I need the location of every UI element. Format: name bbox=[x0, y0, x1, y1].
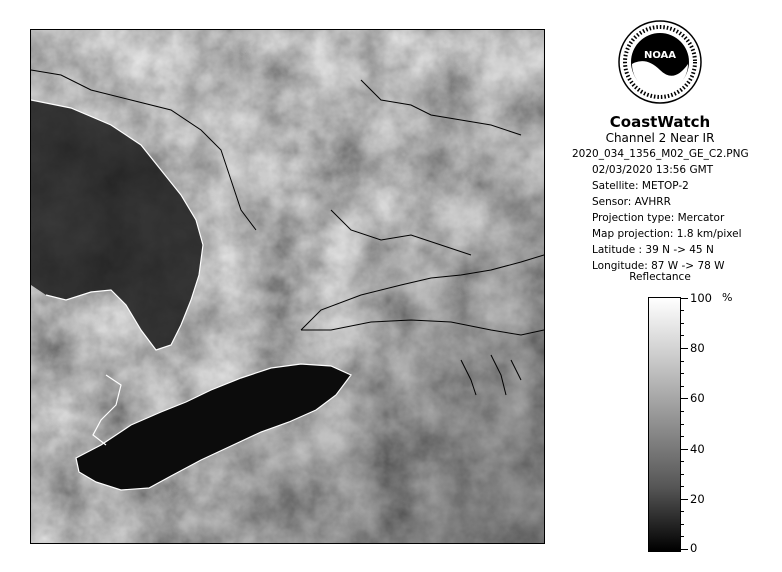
colorbar-minor-tick bbox=[680, 524, 684, 525]
colorbar-minor-tick bbox=[680, 474, 684, 475]
channel-subtitle: Channel 2 Near IR bbox=[605, 131, 715, 145]
map-projection-text: Map projection: 1.8 km/pixel bbox=[592, 228, 742, 240]
colorbar bbox=[648, 297, 681, 552]
filename-text: 2020_034_1356_M02_GE_C2.PNG bbox=[572, 148, 749, 160]
colorbar-tick bbox=[680, 449, 688, 450]
colorbar-label-40: 40 bbox=[690, 442, 705, 456]
colorbar-minor-tick bbox=[680, 335, 684, 336]
colorbar-minor-tick bbox=[680, 361, 684, 362]
product-title: CoastWatch bbox=[609, 113, 711, 131]
colorbar-minor-tick bbox=[680, 461, 684, 462]
colorbar-tick bbox=[680, 499, 688, 500]
satellite-image bbox=[30, 29, 545, 544]
colorbar-minor-tick bbox=[680, 411, 684, 412]
colorbar-title: Reflectance bbox=[629, 271, 691, 283]
colorbar-minor-tick bbox=[680, 486, 684, 487]
colorbar-minor-tick bbox=[680, 511, 684, 512]
colorbar-label-100: 100 bbox=[690, 291, 712, 305]
colorbar-minor-tick bbox=[680, 373, 684, 374]
colorbar-minor-tick bbox=[680, 424, 684, 425]
latitude-text: Latitude : 39 N -> 45 N bbox=[592, 244, 714, 256]
colorbar-minor-tick bbox=[680, 536, 684, 537]
colorbar-minor-tick bbox=[680, 436, 684, 437]
logo-center-text: NOAA bbox=[643, 50, 677, 61]
colorbar-label-20: 20 bbox=[690, 492, 705, 506]
colorbar-label-0: 0 bbox=[690, 541, 698, 555]
colorbar-tick bbox=[680, 298, 688, 299]
colorbar-tick bbox=[680, 348, 688, 349]
datetime-text: 02/03/2020 13:56 GMT bbox=[592, 164, 714, 176]
noaa-logo bbox=[618, 20, 702, 104]
projection-text: Projection type: Mercator bbox=[592, 212, 725, 224]
colorbar-minor-tick bbox=[680, 323, 684, 324]
longitude-text: Longitude: 87 W -> 78 W bbox=[592, 260, 725, 272]
colorbar-unit: % bbox=[722, 291, 733, 304]
colorbar-label-80: 80 bbox=[690, 341, 705, 355]
colorbar-label-60: 60 bbox=[690, 391, 705, 405]
colorbar-minor-tick bbox=[680, 310, 684, 311]
colorbar-tick bbox=[680, 549, 688, 550]
colorbar-tick bbox=[680, 398, 688, 399]
satellite-image-canvas bbox=[31, 30, 544, 543]
sensor-text: Sensor: AVHRR bbox=[592, 196, 671, 208]
colorbar-minor-tick bbox=[680, 386, 684, 387]
satellite-text: Satellite: METOP-2 bbox=[592, 180, 689, 192]
